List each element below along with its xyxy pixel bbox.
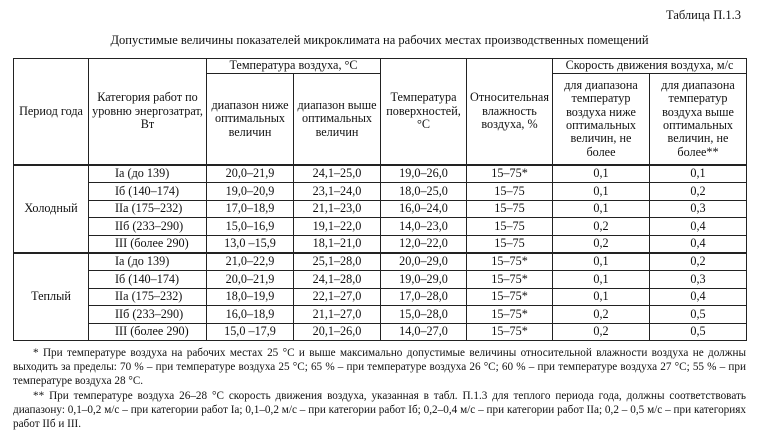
- surface-temp-cell: 16,0–24,0: [381, 200, 467, 217]
- footnotes: [13, 346, 746, 431]
- air-temp-above-cell: 23,1–24,0: [294, 183, 381, 200]
- humidity-cell: 15–75*: [467, 323, 553, 340]
- footnote-air-speed: ** При температуре воздуха 26–28 °С скорость движения воздуха, указанная в табл. П.1.3 для теплого периода года, должны соответствовать диапазону: 0,1–0,2 м/с – при категории работ Iа; 0,1–0,2 м/с – при категории работ Iб; 0,2–0,4 м/с – при категории работ IIа; 0,2 – 0,5 м/с – при категориях работ IIб и III.: [13, 389, 746, 431]
- air-speed-below-cell: 0,2: [553, 218, 650, 235]
- surface-temp-cell: 15,0–28,0: [381, 306, 467, 323]
- air-speed-above-cell: 0,2: [650, 183, 747, 200]
- air-temp-below-cell: 15,0 –17,9: [207, 323, 294, 340]
- air-speed-below-cell: 0,1: [553, 271, 650, 288]
- table-caption: Допустимые величины показателей микроклимата на рабочих местах производственных помещений: [110, 33, 649, 47]
- air-speed-below-cell: 0,2: [553, 306, 650, 323]
- category-cell: Iб (140–174): [89, 183, 207, 200]
- air-temp-below-cell: 21,0–22,9: [207, 253, 294, 271]
- category-cell: IIб (233–290): [89, 306, 207, 323]
- air-speed-below-cell: 0,1: [553, 165, 650, 183]
- surface-temp-cell: 19,0–29,0: [381, 271, 467, 288]
- category-cell: III (более 290): [89, 235, 207, 253]
- humidity-cell: 15–75*: [467, 306, 553, 323]
- table-row: [14, 253, 747, 271]
- air-temp-below-cell: 18,0–19,9: [207, 288, 294, 305]
- air-temp-above-cell: 19,1–22,0: [294, 218, 381, 235]
- header-air-temp-below: диапазон ниже оптимальных величин: [207, 74, 294, 166]
- humidity-cell: 15–75*: [467, 288, 553, 305]
- air-speed-below-cell: 0,2: [553, 323, 650, 340]
- air-speed-above-cell: 0,4: [650, 235, 747, 253]
- air-temp-above-cell: 22,1–27,0: [294, 288, 381, 305]
- air-temp-below-cell: 20,0–21,9: [207, 165, 294, 183]
- air-speed-below-cell: 0,2: [553, 235, 650, 253]
- table-row: [14, 200, 747, 217]
- surface-temp-cell: 14,0–23,0: [381, 218, 467, 235]
- category-cell: IIб (233–290): [89, 218, 207, 235]
- category-cell: Iа (до 139): [89, 253, 207, 271]
- header-air-speed: Скорость движения воздуха, м/с: [553, 59, 747, 74]
- header-category: Категория работ по уровню энергозатрат, Вт: [89, 59, 207, 166]
- surface-temp-cell: 19,0–26,0: [381, 165, 467, 183]
- surface-temp-cell: 12,0–22,0: [381, 235, 467, 253]
- air-speed-above-cell: 0,4: [650, 288, 747, 305]
- table-row: [14, 271, 747, 288]
- air-speed-below-cell: 0,1: [553, 200, 650, 217]
- air-temp-above-cell: 24,1–28,0: [294, 271, 381, 288]
- category-cell: Iб (140–174): [89, 271, 207, 288]
- air-temp-below-cell: 17,0–18,9: [207, 200, 294, 217]
- air-speed-above-cell: 0,5: [650, 323, 747, 340]
- air-speed-above-cell: 0,3: [650, 200, 747, 217]
- air-speed-above-cell: 0,5: [650, 306, 747, 323]
- air-temp-below-cell: 15,0–16,9: [207, 218, 294, 235]
- surface-temp-cell: 20,0–29,0: [381, 253, 467, 271]
- air-temp-below-cell: 20,0–21,9: [207, 271, 294, 288]
- header-surface-temp: Температура поверхностей, °С: [381, 59, 467, 166]
- table-row: [14, 288, 747, 305]
- table-row: [14, 235, 747, 253]
- header-period: Период года: [14, 59, 89, 166]
- header-air-temp: Температура воздуха, °С: [207, 59, 381, 74]
- humidity-cell: 15–75*: [467, 165, 553, 183]
- air-temp-above-cell: 18,1–21,0: [294, 235, 381, 253]
- air-speed-below-cell: 0,1: [553, 183, 650, 200]
- header-air-speed-above: для диапазона температур воздуха выше оптимальных величин, не более**: [650, 74, 747, 166]
- air-temp-below-cell: 19,0–20,9: [207, 183, 294, 200]
- humidity-cell: 15–75: [467, 183, 553, 200]
- air-temp-above-cell: 24,1–25,0: [294, 165, 381, 183]
- air-temp-below-cell: 16,0–18,9: [207, 306, 294, 323]
- table-row: [14, 306, 747, 323]
- humidity-cell: 15–75*: [467, 253, 553, 271]
- header-air-temp-above: диапазон выше оптимальных величин: [294, 74, 381, 166]
- humidity-cell: 15–75: [467, 200, 553, 217]
- table-number: Таблица П.1.3: [666, 8, 741, 22]
- table-row: [14, 218, 747, 235]
- table-row: [14, 323, 747, 340]
- air-speed-above-cell: 0,3: [650, 271, 747, 288]
- air-speed-above-cell: 0,4: [650, 218, 747, 235]
- footnote-humidity: * При температуре воздуха на рабочих местах 25 °С и выше максимально допустимые величины относительной влажности воздуха не должны выходить за пределы: 70 % – при температуре воздуха 25 °С; 65 % – при температуре воздуха 26 °С; 60 % – при температуре воздуха 27 °С; 55 % – при температуре воздуха 28 °С.: [13, 347, 746, 388]
- surface-temp-cell: 18,0–25,0: [381, 183, 467, 200]
- humidity-cell: 15–75: [467, 218, 553, 235]
- air-speed-below-cell: 0,1: [553, 253, 650, 271]
- table-row: [14, 165, 747, 183]
- table-row: [14, 183, 747, 200]
- air-speed-above-cell: 0,1: [650, 165, 747, 183]
- air-temp-above-cell: 21,1–27,0: [294, 306, 381, 323]
- air-temp-below-cell: 13,0 –15,9: [207, 235, 294, 253]
- humidity-cell: 15–75: [467, 235, 553, 253]
- period-cell: Теплый: [14, 253, 89, 340]
- surface-temp-cell: 17,0–28,0: [381, 288, 467, 305]
- air-temp-above-cell: 20,1–26,0: [294, 323, 381, 340]
- air-temp-above-cell: 21,1–23,0: [294, 200, 381, 217]
- air-speed-below-cell: 0,1: [553, 288, 650, 305]
- category-cell: IIа (175–232): [89, 288, 207, 305]
- category-cell: IIа (175–232): [89, 200, 207, 217]
- category-cell: III (более 290): [89, 323, 207, 340]
- surface-temp-cell: 14,0–27,0: [381, 323, 467, 340]
- category-cell: Iа (до 139): [89, 165, 207, 183]
- period-cell: Холодный: [14, 165, 89, 253]
- air-speed-above-cell: 0,2: [650, 253, 747, 271]
- header-air-speed-below: для диапазона температур воздуха ниже оптимальных величин, не более: [553, 74, 650, 166]
- header-humidity: Относительная влажность воздуха, %: [467, 59, 553, 166]
- air-temp-above-cell: 25,1–28,0: [294, 253, 381, 271]
- table-body: [14, 165, 747, 340]
- microclimate-table: [13, 58, 747, 341]
- humidity-cell: 15–75*: [467, 271, 553, 288]
